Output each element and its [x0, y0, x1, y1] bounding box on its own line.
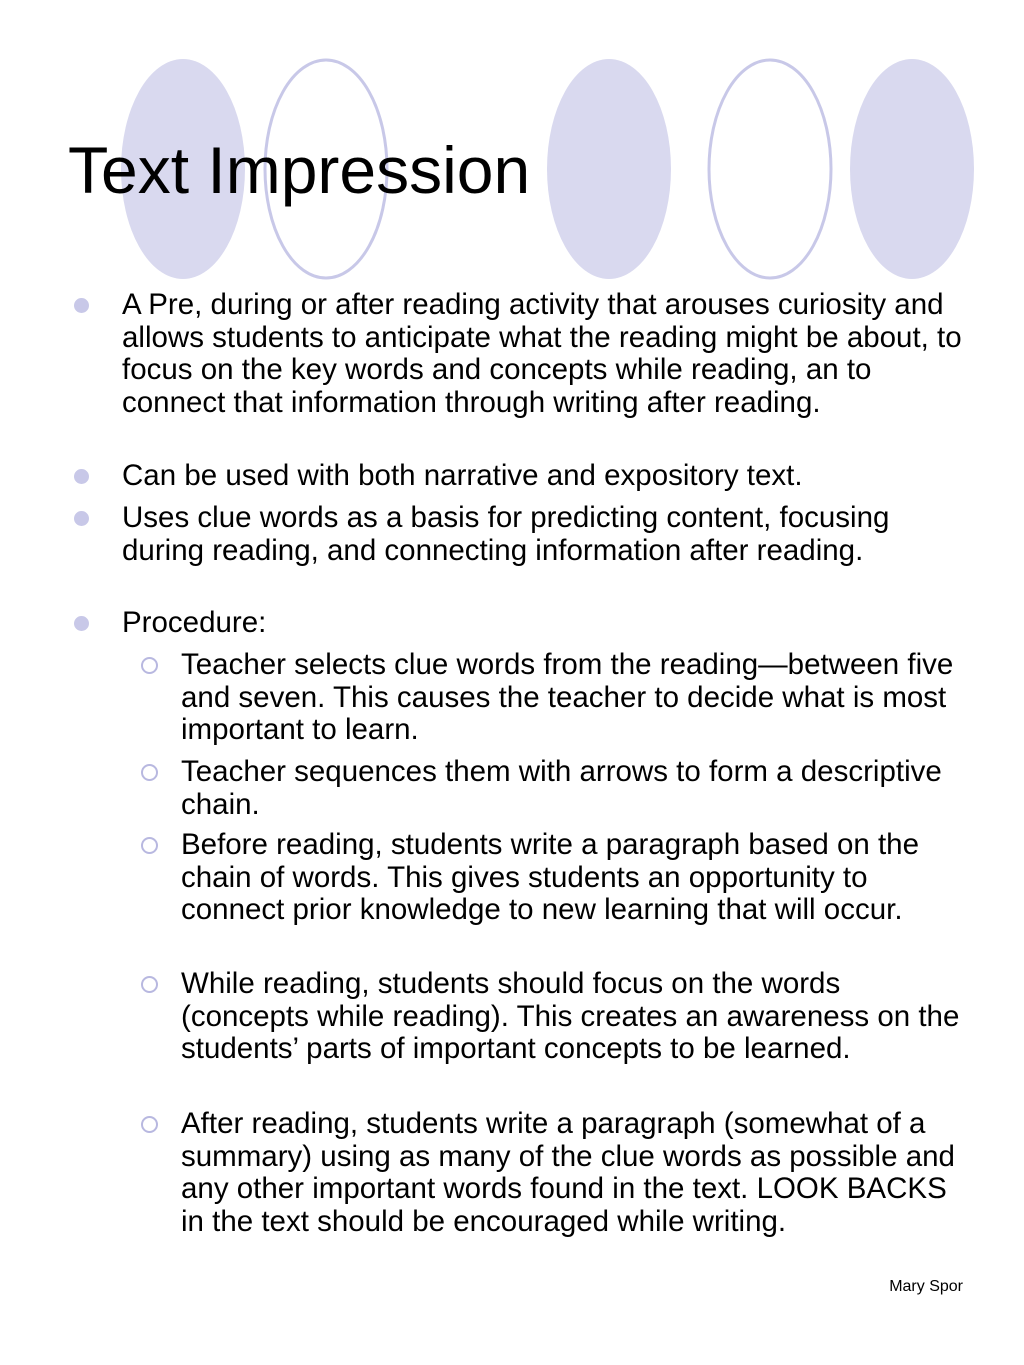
- decorative-ellipse-outline: [709, 60, 831, 278]
- slide-title: Text Impression: [68, 133, 531, 207]
- hollow-circle-icon: [141, 976, 158, 993]
- sub-bullet-item: [181, 1108, 971, 1238]
- decorative-ellipse-filled: [547, 59, 671, 279]
- bullet-item: [122, 460, 962, 493]
- sub-bullet-text: While reading, students should focus on the words (concepts while reading). This creates an awareness on the students’ parts of important concepts to be learned.: [181, 967, 960, 1066]
- bullet-text: Can be used with both narrative and expository text.: [122, 459, 803, 492]
- sub-bullet-text: Teacher sequences them with arrows to form a descriptive chain.: [181, 755, 942, 821]
- sub-bullet-item: [181, 756, 971, 821]
- hollow-circle-icon: [141, 657, 158, 674]
- decorative-ellipse-filled: [850, 59, 974, 279]
- bullet-item: [122, 289, 962, 419]
- bullet-text: Uses clue words as a basis for predicting content, focusing during reading, and connecting information after reading.: [122, 501, 890, 567]
- author-footer: Mary Spor: [889, 1278, 963, 1295]
- bullet-dot-icon: [74, 511, 89, 526]
- hollow-circle-icon: [141, 837, 158, 854]
- hollow-circle-icon: [141, 1116, 158, 1133]
- bullet-text: Procedure:: [122, 606, 267, 639]
- bullet-item: [122, 607, 962, 640]
- bullet-dot-icon: [74, 298, 89, 313]
- bullet-dot-icon: [74, 616, 89, 631]
- sub-bullet-item: [181, 829, 971, 927]
- sub-bullet-item: [181, 649, 971, 747]
- bullet-dot-icon: [74, 469, 89, 484]
- bullet-text: A Pre, during or after reading activity that arouses curiosity and allows students to anticipate what the reading might be about, to focus on the key words and concepts while reading, an to connect that information through writing after reading.: [122, 288, 962, 419]
- sub-bullet-text: After reading, students write a paragraph (somewhat of a summary) using as many of the clue words as possible and any other important words found in the text. LOOK BACKS in the text should be encouraged while writing.: [181, 1107, 955, 1238]
- sub-bullet-item: [181, 968, 971, 1066]
- sub-bullet-text: Teacher selects clue words from the reading—between five and seven. This causes the teacher to decide what is most important to learn.: [181, 648, 954, 747]
- hollow-circle-icon: [141, 764, 158, 781]
- bullet-item: [122, 502, 962, 567]
- sub-bullet-text: Before reading, students write a paragraph based on the chain of words. This gives students an opportunity to connect prior knowledge to new learning that will occur.: [181, 828, 919, 927]
